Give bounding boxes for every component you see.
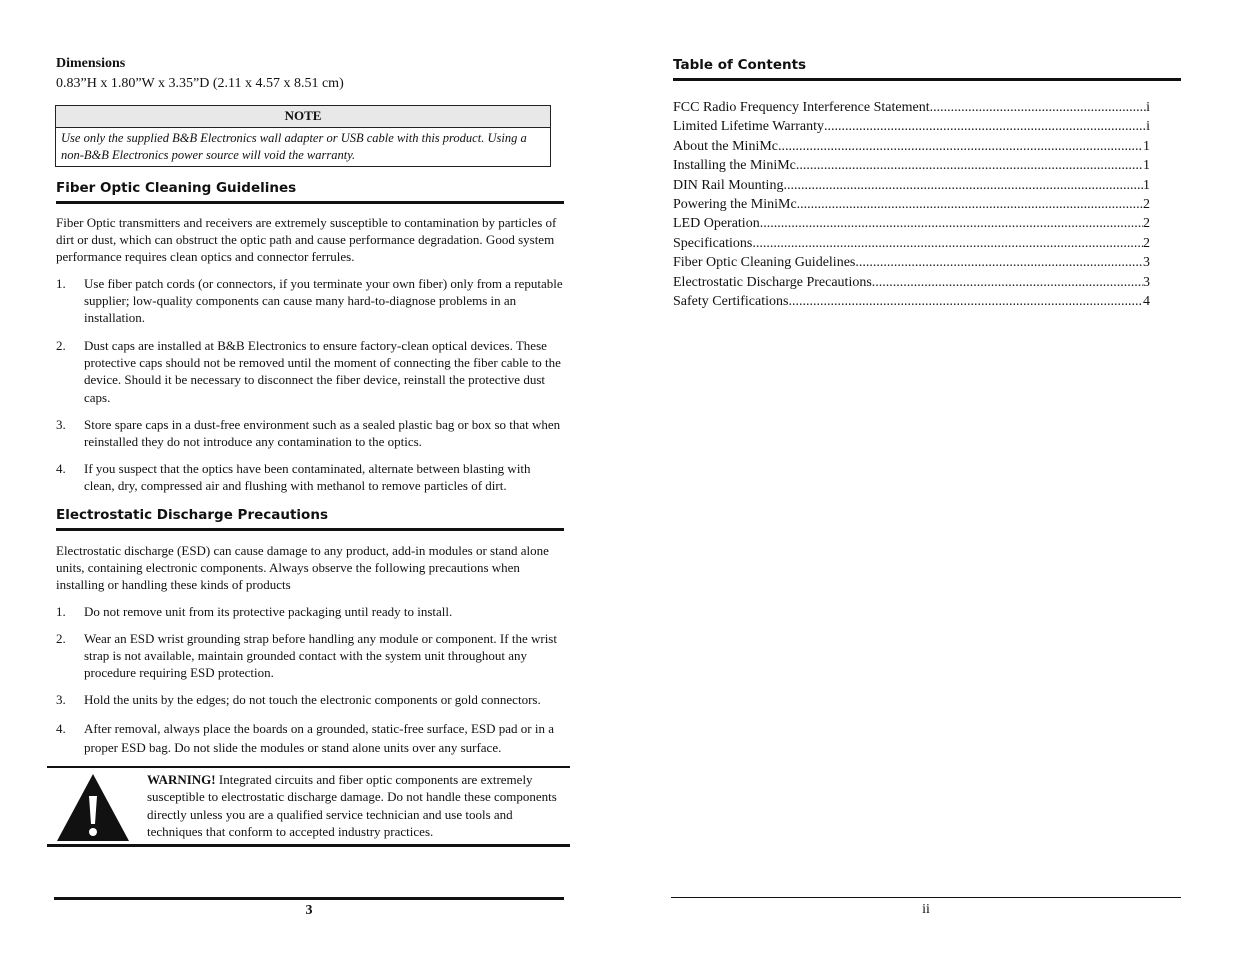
warning-text — [147, 771, 557, 841]
toc-page: 4 — [1143, 294, 1150, 310]
toc-entry[interactable] — [673, 292, 1150, 311]
list-text: Hold the units by the edges; do not touch the electronic components or gold connectors. — [84, 692, 541, 707]
list-text: Dust caps are installed at B&B Electronics to ensure factory-clean optical devices. These protective caps should not be removed until the moment of connecting the fiber cable to the device. Should it be necessary to disconnect the fiber device, reinstall the protective dust caps. — [84, 338, 561, 405]
toc-entry[interactable] — [673, 176, 1150, 195]
toc-entry[interactable] — [673, 195, 1150, 214]
list-item — [56, 691, 564, 708]
toc-leader — [760, 214, 1143, 233]
toc-entry-label: Powering the MiniMc — [673, 197, 797, 213]
warning-box — [47, 766, 570, 847]
toc-leader — [796, 156, 1143, 175]
toc-entry-label: FCC Radio Frequency Interference Statement — [673, 100, 930, 115]
list-number: 4. — [56, 721, 66, 736]
toc-entry-label: About the MiniMc — [673, 138, 778, 154]
toc-leader — [752, 234, 1143, 253]
list-text: If you suspect that the optics have been contaminated, alternate between blasting with clean, dry, compressed air and flushing with methanol to remove particles of dirt. — [84, 461, 531, 494]
toc-entry[interactable] — [673, 98, 1150, 117]
right-page — [620, 0, 1235, 954]
note-box — [55, 105, 551, 167]
list-number: 3. — [56, 692, 66, 707]
toc-leader — [788, 292, 1143, 311]
list-number: 4. — [56, 461, 66, 476]
toc-page: 1 — [1143, 177, 1150, 193]
toc-leader — [824, 117, 1146, 136]
list-text: After removal, always place the boards on a grounded, static-free surface, ESD pad or in a proper ESD bag. Do not slide the modules or stand alone units over any surface. — [84, 721, 554, 755]
esd-section-title: Electrostatic Discharge Precautions — [56, 507, 564, 531]
list-text: Do not remove unit from its protective packaging until ready to install. — [84, 604, 453, 619]
toc-page: i — [1146, 100, 1150, 115]
list-item — [56, 416, 564, 450]
esd-intro: Electrostatic discharge (ESD) can cause damage to any product, add-in modules or stand alone units, containing electronic components. Always observe the following precautions when installing or handling these kinds of products — [56, 543, 549, 593]
toc-leader — [797, 195, 1143, 214]
list-text: Use fiber patch cords (or connectors, if you terminate your own fiber) only from a reputable supplier; low-quality components can cause many hard-to-diagnose problems in an installation. — [84, 276, 563, 326]
toc-entry[interactable] — [673, 273, 1150, 292]
fiber-section-title: Fiber Optic Cleaning Guidelines — [56, 180, 564, 204]
toc-entry[interactable] — [673, 156, 1150, 175]
toc-page: i — [1146, 119, 1150, 135]
toc-page: 2 — [1143, 216, 1150, 232]
toc-leader — [778, 137, 1143, 156]
list-item — [56, 603, 564, 620]
toc-page: 3 — [1143, 255, 1150, 271]
toc-entry[interactable] — [673, 253, 1150, 272]
toc-entry-label: Specifications — [673, 235, 753, 251]
toc-entry-label: DIN Rail Mounting — [673, 177, 784, 193]
list-item — [56, 630, 564, 682]
page-number: ii — [922, 902, 930, 917]
note-text: Use only the supplied B&B Electronics wall adapter or USB cable with this product. Using a non-B&B Electronics power source will void the warranty. — [61, 131, 527, 162]
toc-entry-label: Electrostatic Discharge Precautions — [673, 274, 872, 290]
toc-leader — [930, 98, 1147, 117]
warning-triangle-icon — [55, 772, 131, 842]
toc-page: 2 — [1143, 197, 1150, 213]
footer-rule — [54, 897, 564, 900]
footer-rule — [671, 897, 1181, 898]
toc-entry-label: Installing the MiniMc — [673, 158, 796, 174]
list-item — [56, 719, 564, 757]
list-number: 3. — [56, 417, 66, 432]
list-number: 1. — [56, 604, 66, 619]
toc-page: 1 — [1143, 138, 1150, 154]
toc-entry-label: LED Operation — [673, 216, 760, 232]
warning-label: WARNING! — [147, 772, 216, 787]
toc-list — [673, 98, 1150, 311]
list-item — [56, 337, 564, 406]
list-number: 2. — [56, 631, 66, 646]
fiber-intro: Fiber Optic transmitters and receivers are extremely susceptible to contamination by particles of dirt or dust, which can obstruct the optic path and cause performance degradation. Good system performance requires clean optics and connector ferrules. — [56, 215, 557, 265]
toc-entry-label: Fiber Optic Cleaning Guidelines — [673, 255, 856, 271]
toc-entry[interactable] — [673, 234, 1150, 253]
toc-page: 2 — [1143, 235, 1150, 251]
list-text: Wear an ESD wrist grounding strap before handling any module or component. If the wrist strap is not available, maintain grounded contact with the system unit throughout any procedure requiring ESD protection. — [84, 631, 557, 681]
list-item — [56, 460, 564, 494]
page-number: 3 — [305, 903, 313, 918]
toc-leader — [783, 176, 1143, 195]
list-text: Store spare caps in a dust-free environment such as a sealed plastic bag or box so that when reinstalled they do not introduce any contamination to the optics. — [84, 417, 561, 450]
warning-body: Integrated circuits and fiber optic components are extremely susceptible to electrostatic discharge damage. Do not handle these components directly unless you are a qualified service technician and use tools and techniques that conform to accepted industry practices. — [147, 772, 557, 840]
toc-leader — [855, 253, 1143, 272]
toc-leader — [872, 273, 1143, 292]
toc-entry[interactable] — [673, 117, 1150, 136]
note-heading: NOTE — [56, 106, 550, 128]
toc-entry-label: Limited Lifetime Warranty — [673, 119, 825, 135]
toc-entry-label: Safety Certifications — [673, 294, 789, 310]
dimensions-value: 0.83”H x 1.80”W x 3.35”D (2.11 x 4.57 x 8.51 cm) — [56, 76, 344, 91]
toc-entry[interactable] — [673, 214, 1150, 233]
dimensions-heading: Dimensions — [56, 56, 126, 71]
toc-entry[interactable] — [673, 137, 1150, 156]
list-item — [56, 275, 564, 327]
toc-page: 3 — [1143, 274, 1150, 290]
list-number: 2. — [56, 338, 66, 353]
toc-title: Table of Contents — [673, 57, 1181, 81]
list-number: 1. — [56, 276, 66, 291]
toc-page: 1 — [1143, 158, 1150, 174]
